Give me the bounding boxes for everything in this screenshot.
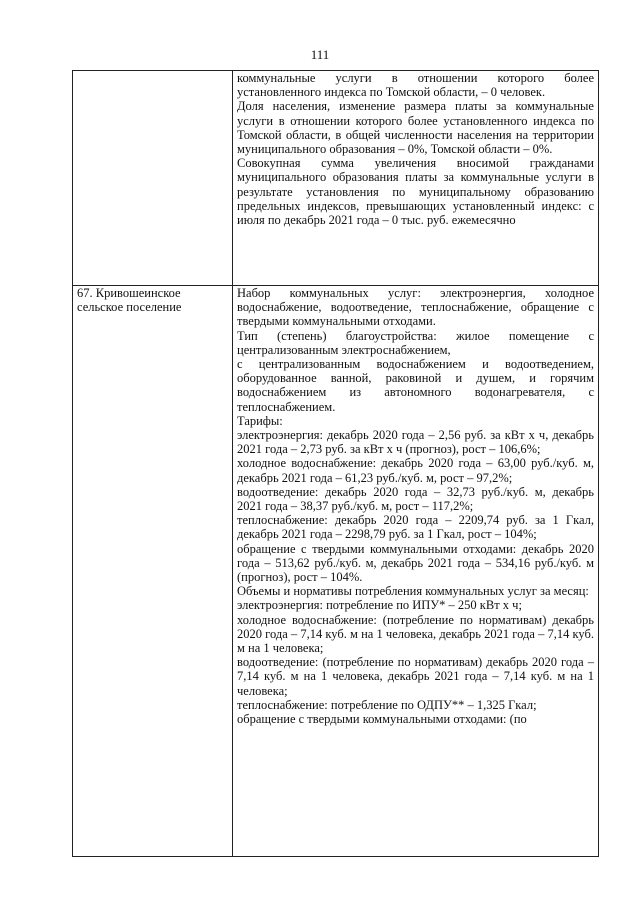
paragraph: коммунальные услуги в отношении которого более установленного индекса по Томской области, – 0 человек. (237, 71, 594, 100)
paragraph: обращение с твердыми коммунальными отходами: (по (237, 712, 527, 727)
paragraph: электроэнергия: потребление по ИПУ* – 250 кВт х ч; (237, 598, 522, 613)
paragraph: Объемы и нормативы потребления коммунальных услуг за месяц: (237, 584, 589, 599)
municipality-name-cell (73, 71, 233, 286)
paragraph: холодное водоснабжение: декабрь 2020 года – 63,00 руб./куб. м, декабрь 2021 года – 61,23 руб./куб. м, рост – 97,2%; (237, 456, 594, 485)
paragraph: электроэнергия: декабрь 2020 года – 2,56 руб. за кВт х ч, декабрь 2021 года – 2,73 руб. за кВт х ч (прогноз), рост – 106,6%; (237, 428, 594, 457)
paragraph: теплоснабжение: декабрь 2020 года – 2209,74 руб. за 1 Гкал, декабрь 2021 года – 2298,79 руб. за 1 Гкал, рост – 104%; (237, 513, 594, 542)
table-row (73, 286, 599, 857)
paragraph: Доля населения, изменение размера платы за коммунальные услуги в отношении которого более установленного индекса по Томской области, в общей численности населения на территории муниципального образования – 0%, Томской области – 0%. (237, 99, 594, 157)
description-cell (233, 286, 599, 857)
paragraph: обращение с твердыми коммунальными отходами: декабрь 2020 года – 513,62 руб./куб. м, декабрь 2021 года – 534,16 руб./куб. м (прогноз), рост – 104%. (237, 541, 594, 585)
table-row (73, 71, 599, 286)
description-cell (233, 71, 599, 286)
paragraph: Тип (степень) благоустройства: жилое помещение с централизованным электроснабжением, (237, 328, 594, 357)
paragraph: Набор коммунальных услуг: электроэнергия, холодное водоснабжение, водоотведение, теплоснабжение, обращение с твердыми коммунальными отходами. (237, 286, 594, 329)
paragraph: водоотведение: декабрь 2020 года – 32,73 руб./куб. м, декабрь 2021 года – 38,37 руб./куб. м, рост – 117,2%; (237, 484, 594, 514)
page-number: 111 (310, 47, 330, 62)
municipality-name-cell: 67. Кривошеинское сельское поселение (73, 286, 233, 857)
paragraph: водоотведение: (потребление по нормативам) декабрь 2020 года – 7,14 куб. м на 1 человека, декабрь 2021 года – 7,14 куб. м на 1 человека; (237, 655, 594, 698)
paragraph: с централизованным водоснабжением и водоотведением, оборудованное ванной, раковиной и душем, и горячим водоснабжением из автономного водонагревателя, с теплоснабжением. (237, 357, 594, 414)
municipal-table (72, 70, 599, 857)
paragraph: теплоснабжение: потребление по ОДПУ** – 1,325 Гкал; (237, 697, 537, 712)
paragraph: холодное водоснабжение: (потребление по нормативам) декабрь 2020 года – 7,14 куб. м на 1 человека, декабрь 2021 года – 7,14 куб. м на 1 человека; (237, 612, 594, 656)
paragraph: Тарифы: (237, 413, 283, 428)
paragraph: Совокупная сумма увеличения вносимой гражданами муниципального образования платы за коммунальные услуги в результате установления по муниципальному образованию предельных индексов, превышающих установленный индекс: с июля по декабрь 2021 года – 0 тыс. руб. ежемесячно (237, 156, 594, 228)
